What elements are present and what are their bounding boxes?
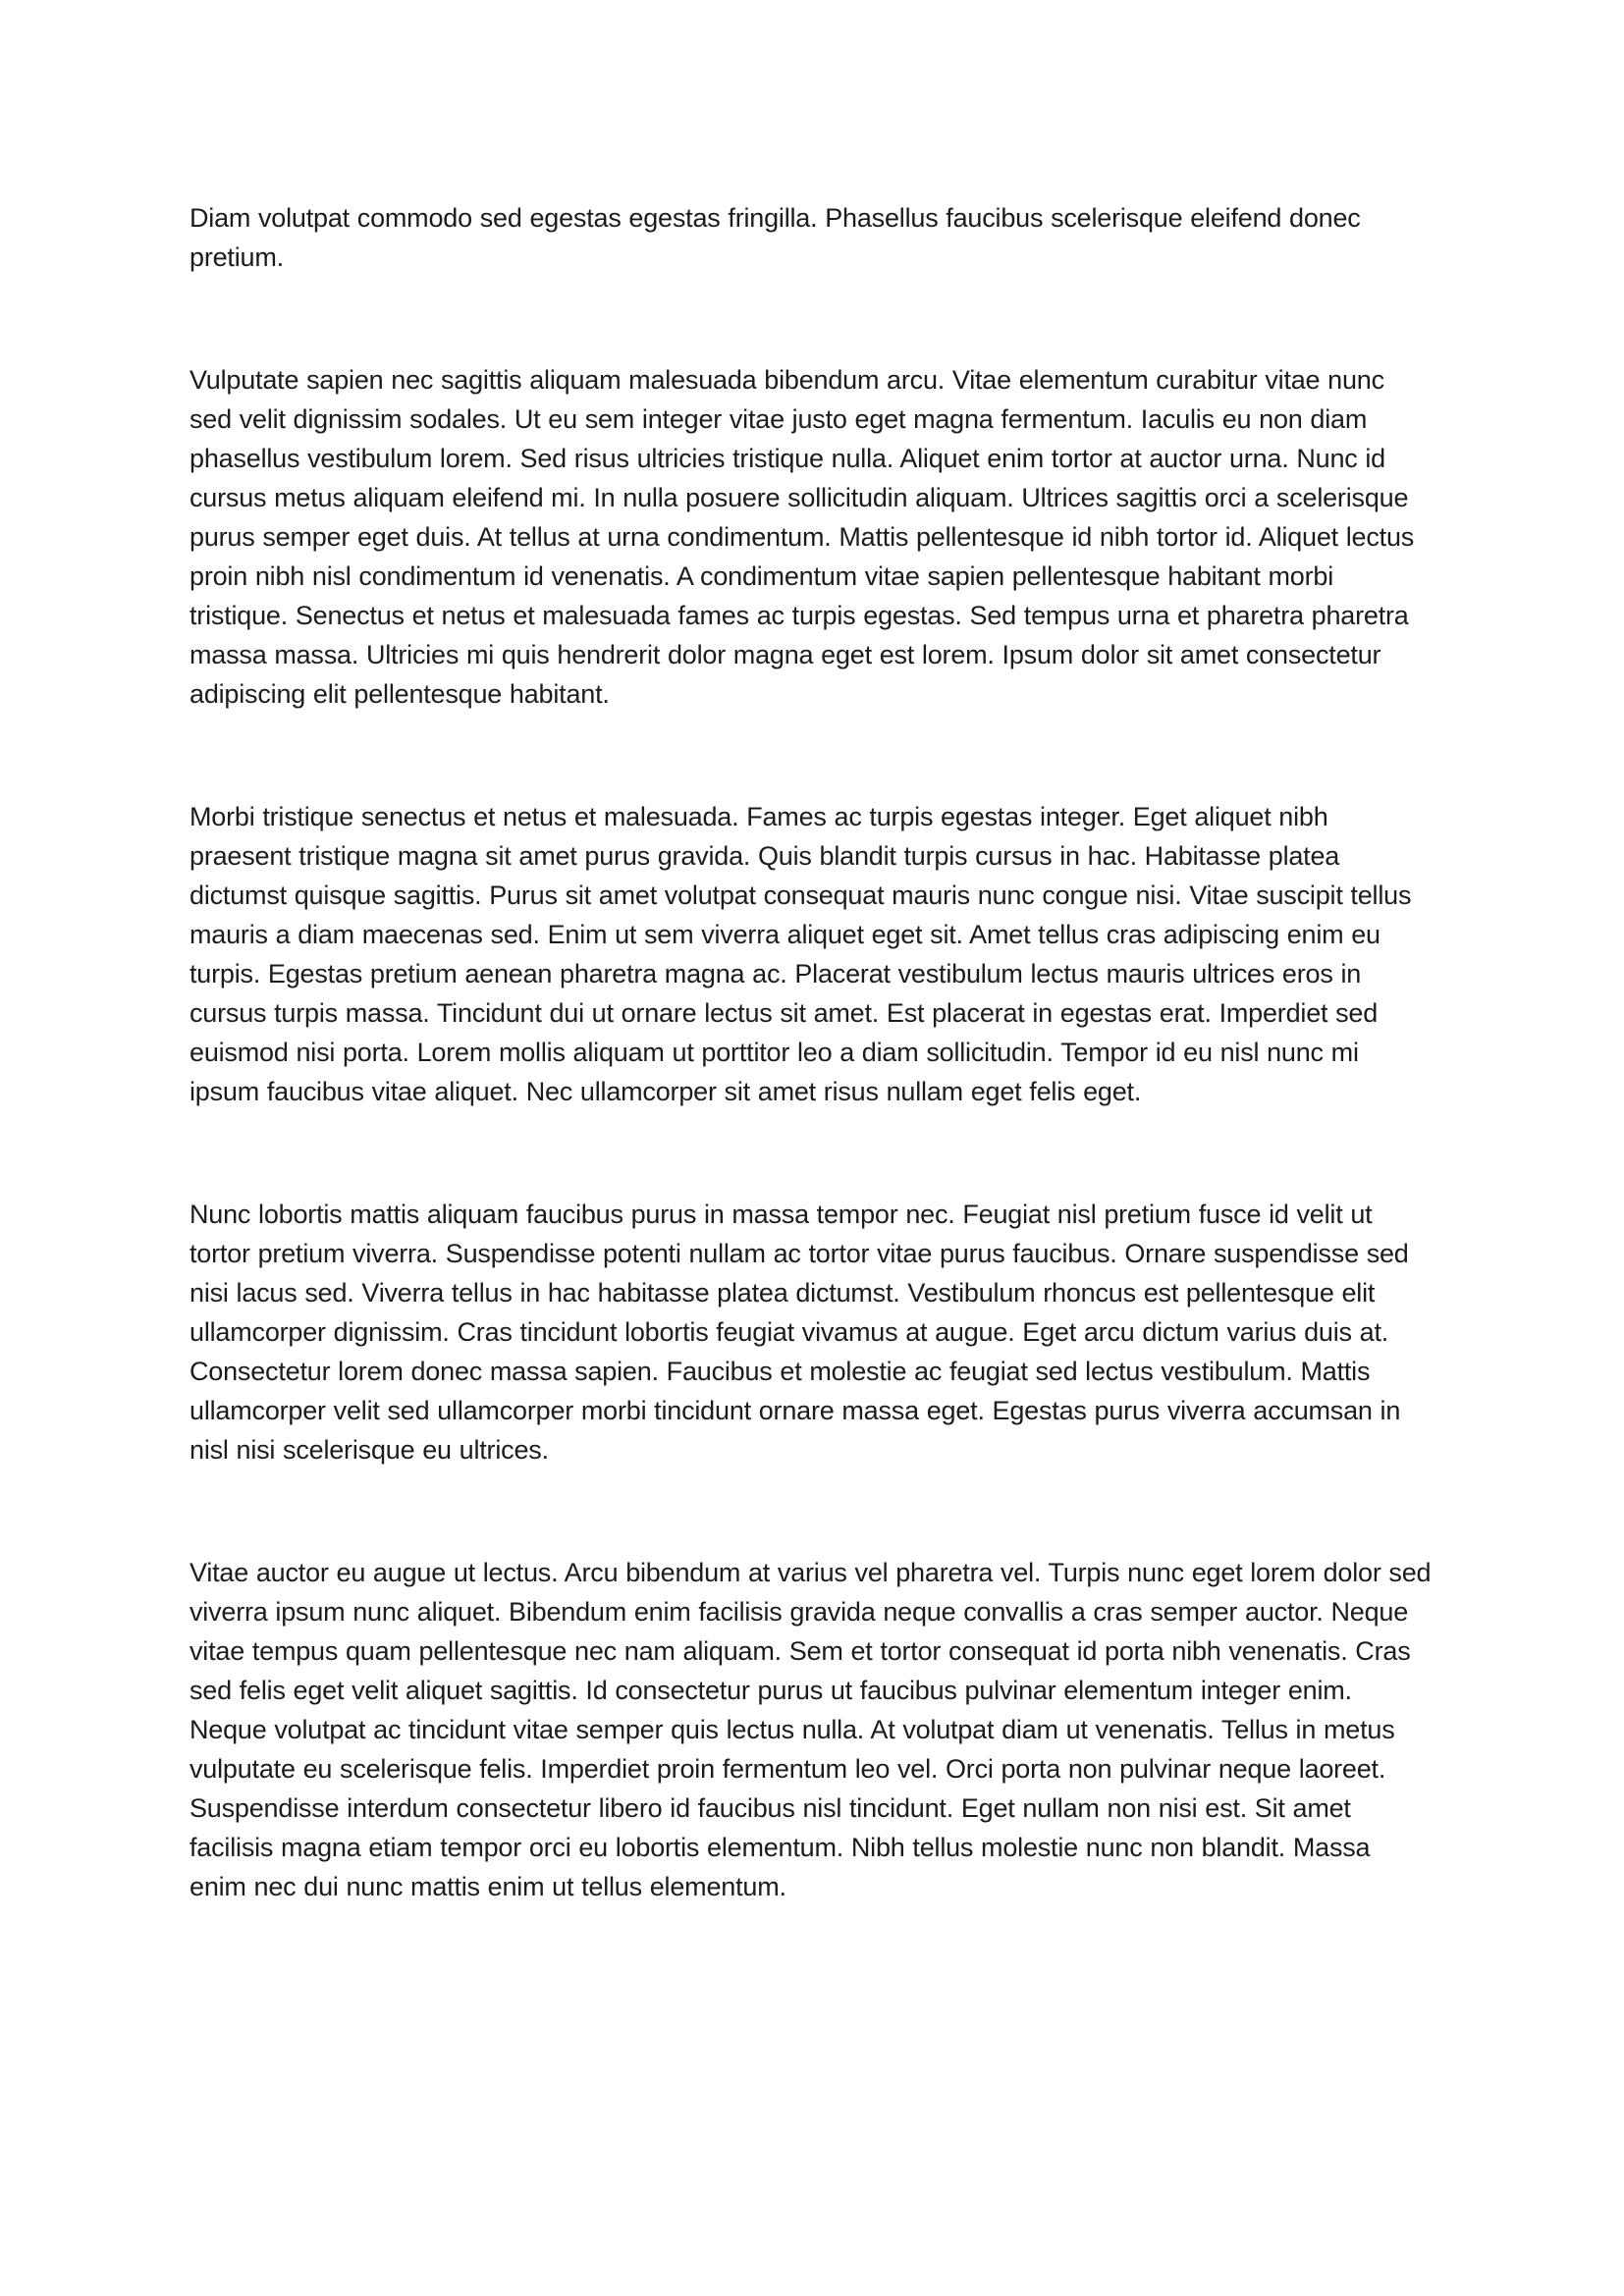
paragraph-4: Nunc lobortis mattis aliquam faucibus purus in massa tempor nec. Feugiat nisl pretium fusce id velit ut tortor pretium viverra. Suspendisse potenti nullam ac tortor vitae purus faucibus. Ornare suspendisse sed nisi lacus sed. Viverra tellus in hac habitasse platea dictumst. Vestibulum rhoncus est pellentesque elit ullamcorper dignissim. Cras tincidunt lobortis feugiat vivamus at augue. Eget arcu dictum varius duis at. Consectetur lorem donec massa sapien. Faucibus et molestie ac feugiat sed lectus vestibulum. Mattis ullamcorper velit sed ullamcorper morbi tincidunt ornare massa eget. Egestas purus viverra accumsan in nisl nisi scelerisque eu ultrices. — [189, 1200, 1409, 1465]
paragraph-2: Vulputate sapien nec sagittis aliquam malesuada bibendum arcu. Vitae elementum curabitur vitae nunc sed velit dignissim sodales. Ut eu sem integer vitae justo eget magna fermentum. Iaculis eu non diam phasellus vestibulum lorem. Sed risus ultricies tristique nulla. Aliquet enim tortor at auctor urna. Nunc id cursus metus aliquam eleifend mi. In nulla posuere sollicitudin aliquam. Ultrices sagittis orci a scelerisque purus semper eget duis. At tellus at urna condimentum. Mattis pellentesque id nibh tortor id. Aliquet lectus proin nibh nisl condimentum id venenatis. A condimentum vitae sapien pellentesque habitant morbi tristique. Senectus et netus et malesuada fames ac turpis egestas. Sed tempus urna et pharetra pharetra massa massa. Ultricies mi quis hendrerit dolor magna eget est lorem. Ipsum dolor sit amet consectetur adipiscing elit pellentesque habitant. — [189, 365, 1415, 709]
paragraph-5: Vitae auctor eu augue ut lectus. Arcu bibendum at varius vel pharetra vel. Turpis nunc eget lorem dolor sed viverra ipsum nunc aliquet. Bibendum enim facilisis gravida neque convallis a cras semper auctor. Neque vitae tempus quam pellentesque nec nam aliquam. Sem et tortor consequat id porta nibh venenatis. Cras sed felis eget velit aliquet sagittis. Id consectetur purus ut faucibus pulvinar elementum integer enim. Neque volutpat ac tincidunt vitae semper quis lectus nulla. At volutpat diam ut venenatis. Tellus in metus vulputate eu scelerisque felis. Imperdiet proin fermentum leo vel. Orci porta non pulvinar neque laoreet. Suspendisse interdum consectetur libero id faucibus nisl tincidunt. Eget nullam non nisi est. Sit amet facilisis magna etiam tempor orci eu lobortis elementum. Nibh tellus molestie nunc non blandit. Massa enim nec dui nunc mattis enim ut tellus elementum. — [189, 1558, 1432, 1901]
paragraph-3: Morbi tristique senectus et netus et malesuada. Fames ac turpis egestas integer. Eget aliquet nibh praesent tristique magna sit amet purus gravida. Quis blandit turpis cursus in hac. Habitasse platea dictumst quisque sagittis. Purus sit amet volutpat consequat mauris nunc congue nisi. Vitae suscipit tellus mauris a diam maecenas sed. Enim ut sem viverra aliquet eget sit. Amet tellus cras adipiscing enim eu turpis. Egestas pretium aenean pharetra magna ac. Placerat vestibulum lectus mauris ultrices eros in cursus turpis massa. Tincidunt dui ut ornare lectus sit amet. Est placerat in egestas erat. Imperdiet sed euismod nisi porta. Lorem mollis aliquam ut porttitor leo a diam sollicitudin. Tempor id eu nisl nunc mi ipsum faucibus vitae aliquet. Nec ullamcorper sit amet risus nullam eget felis eget. — [189, 802, 1412, 1106]
paragraph-1: Diam volutpat commodo sed egestas egestas fringilla. Phasellus faucibus scelerisque eleifend donec pretium. — [189, 203, 1361, 272]
